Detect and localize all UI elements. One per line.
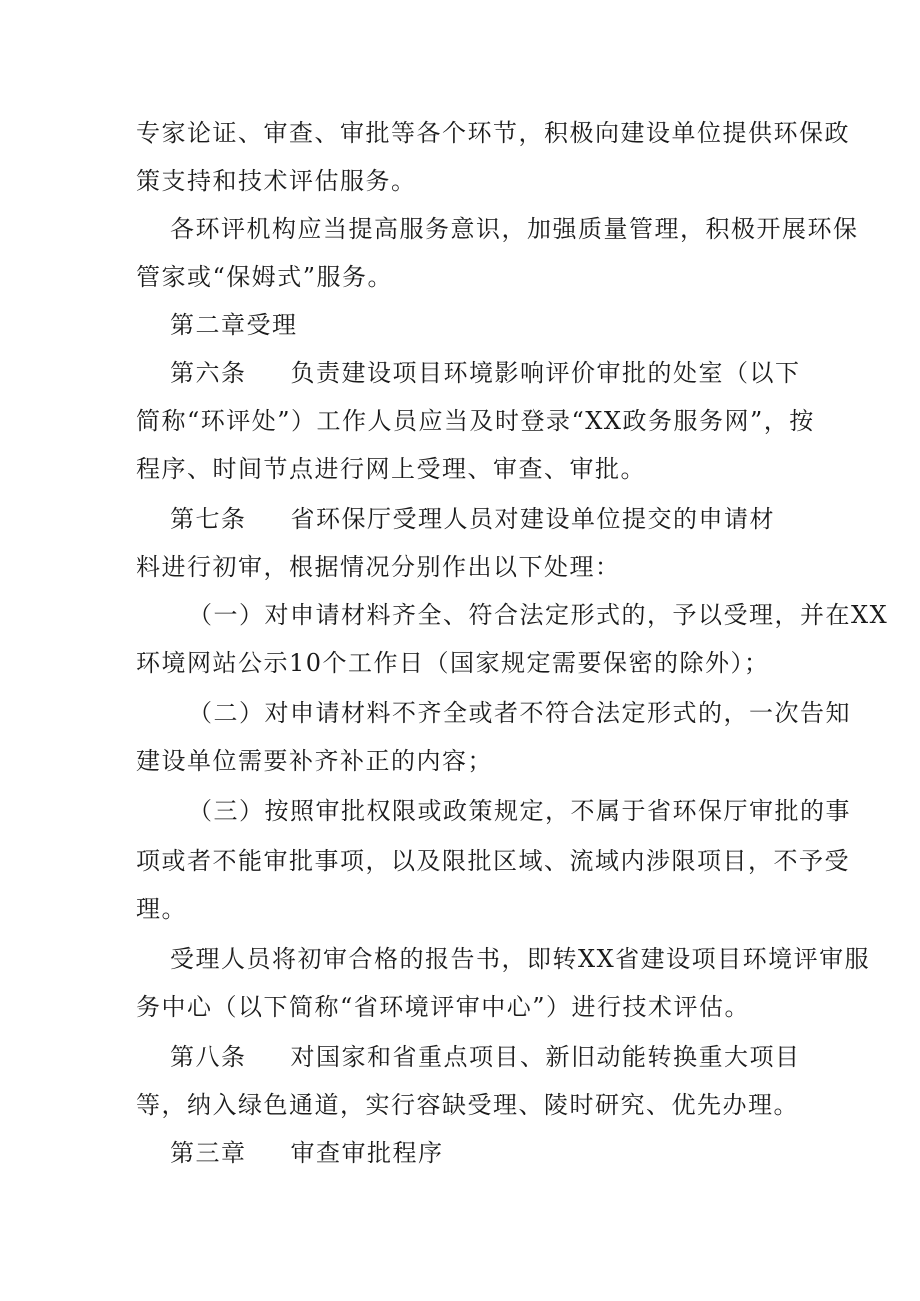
paragraph-line: 理。	[136, 895, 187, 923]
article-text: 负责建设项目环境影响评价审批的处室（以下	[290, 359, 801, 387]
paragraph-line: 项或者不能审批事项，以及限批区域、流域内涉限项目，不予受	[136, 847, 850, 875]
paragraph-line: 策支持和技术评估服务。	[136, 167, 417, 195]
chapter-heading	[170, 1138, 444, 1168]
list-item-line: （一）对申请材料齐全、符合法定形式的，予以受理，并在XX	[188, 601, 889, 629]
chapter-title: 审查审批程序	[290, 1139, 444, 1167]
article-number: 第六条	[170, 359, 247, 387]
paragraph-line: 环境网站公示10个工作日（国家规定需要保密的除外）；	[136, 649, 770, 677]
article-text: 对国家和省重点项目、新旧动能转换重大项目	[290, 1043, 801, 1071]
article-line	[170, 504, 775, 534]
paragraph-line: 受理人员将初审合格的报告书，即转XX省建设项目环境评审服	[170, 945, 871, 973]
article-line	[170, 1042, 801, 1072]
article-text: 省环保厅受理人员对建设单位提交的申请材	[290, 505, 775, 533]
paragraph-line: 程序、时间节点进行网上受理、审查、审批。	[136, 455, 646, 483]
list-item-line: （二）对申请材料不齐全或者不符合法定形式的，一次告知	[188, 699, 851, 727]
chapter-heading: 第二章受理	[170, 311, 298, 339]
article-number: 第八条	[170, 1043, 247, 1071]
paragraph-line: 料进行初审，根据情况分别作出以下处理：	[136, 553, 621, 581]
article-line	[170, 358, 801, 388]
article-number: 第七条	[170, 505, 247, 533]
paragraph-line: 务中心（以下简称“省环境评审中心”）进行技术评估。	[136, 993, 751, 1021]
list-item-line: （三）按照审批权限或政策规定，不属于省环保厅审批的事	[188, 797, 851, 825]
paragraph-line: 等，纳入绿色通道，实行容缺受理、陵时研究、优先办理。	[136, 1091, 799, 1119]
paragraph-line: 各环评机构应当提高服务意识，加强质量管理，积极开展环保	[170, 215, 859, 243]
paragraph-line: 建设单位需要补齐补正的内容；	[136, 747, 493, 775]
paragraph-line: 管家或“保姆式”服务。	[136, 263, 394, 291]
chapter-number: 第三章	[170, 1139, 247, 1167]
paragraph-line: 专家论证、审查、审批等各个环节，积极向建设单位提供环保政	[136, 119, 850, 147]
paragraph-line: 简称“环评处”）工作人员应当及时登录“XX政务服务网”，按	[136, 407, 815, 435]
